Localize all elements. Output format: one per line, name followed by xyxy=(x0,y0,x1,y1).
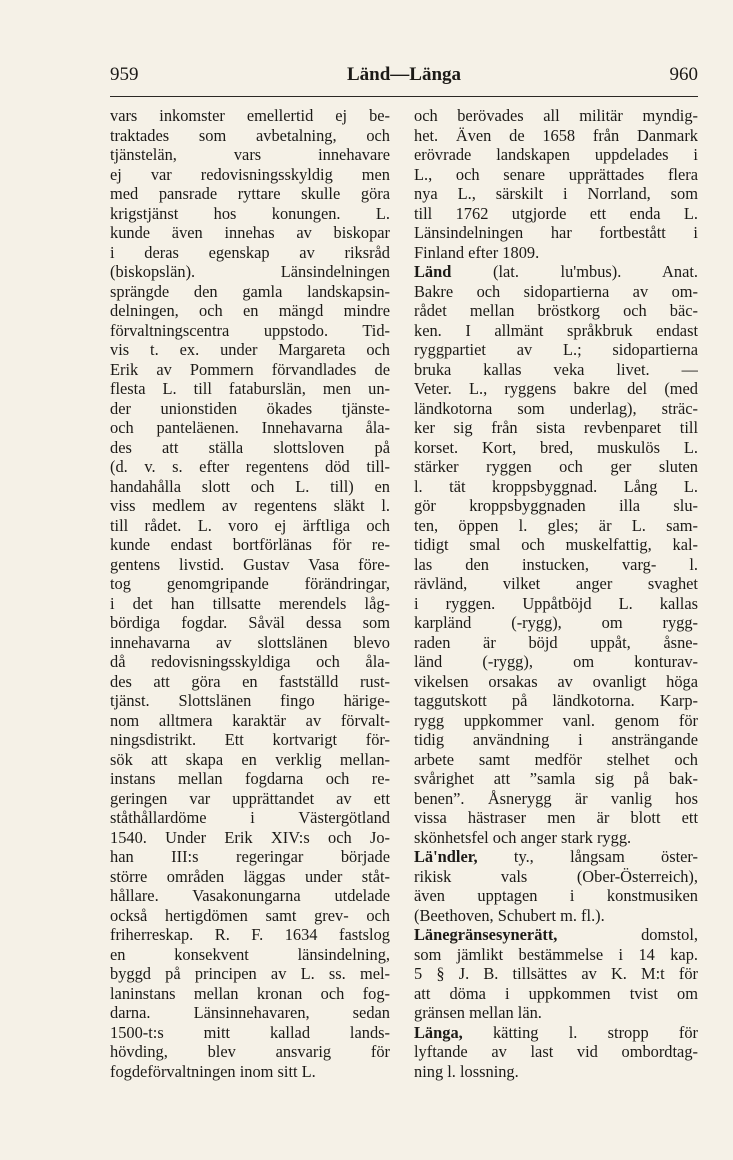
text-line: nom alltmera karaktär av förvalt- xyxy=(110,710,390,730)
text-line: rådet mellan bröstkorg och bäc- xyxy=(414,301,698,320)
headword: Lä'ndler, xyxy=(414,847,478,866)
page-title: Länd—Länga xyxy=(346,64,462,85)
text-line: kunde även innehas av biskopar xyxy=(110,223,390,242)
text-line: förvaltningscentra uppstodo. Tid- xyxy=(110,320,390,340)
text-line: svårighet att ”samla sig på bak- xyxy=(414,769,698,788)
text-line: (Beethoven, Schubert m. fl.). xyxy=(414,905,605,925)
text-line: stärker ryggen och ger sluten xyxy=(414,457,698,476)
text-line: i ryggen. Uppåtböjd L. kallas xyxy=(414,593,698,613)
text-line: med pansrade ryttare skulle göra xyxy=(110,184,390,203)
text-line: gentens livstid. Gustav Vasa före- xyxy=(110,554,390,574)
text-line: tog genomgripande förändringar, xyxy=(110,574,390,593)
text-line: arbete samt medför stelhet och xyxy=(414,749,698,769)
text-line: och berövades all militär myndig- xyxy=(414,106,698,125)
text-line: flesta L. till fataburslän, men un- xyxy=(110,379,390,398)
text-line: då redovisningsskyldiga och åla- xyxy=(110,652,390,671)
text-line: kunde endast bortförlänas för re- xyxy=(110,535,390,554)
text-line: nya L., särskilt i Norrland, som xyxy=(414,184,698,203)
text-line: även upptagen i konstmusiken xyxy=(414,886,698,905)
text-line: friherreskap. R. F. 1634 fastslog xyxy=(110,925,390,944)
text-line: ländkotorna som underlag), sträc- xyxy=(414,398,698,418)
text-line: till rådet. L. voro ej ärftliga och xyxy=(110,515,390,535)
text-line: ryggpartiet av L.; sidopartierna xyxy=(414,340,698,359)
text-line: sök att skapa en verklig mellan- xyxy=(110,749,390,769)
text-line: 1540. Under Erik XIV:s och Jo- xyxy=(110,827,390,847)
text-line: taggutskott på ländkotorna. Karp- xyxy=(414,691,698,710)
text-line: erövrade landskapen uppdelades i xyxy=(414,145,698,164)
text-line: ker sig från sista revbenparet till xyxy=(414,418,698,437)
text-line: ken. I allmänt språkbruk endast xyxy=(414,320,698,340)
page-number-right: 960 xyxy=(669,64,698,85)
text-line: vars inkomster emellertid ej be- xyxy=(110,106,390,125)
text-line: till 1762 utgjorde ett enda L. xyxy=(414,203,698,223)
text-line: han III:s regeringar började xyxy=(110,847,390,866)
text-line: skönhetsfel och anger stark rygg. xyxy=(414,827,632,847)
text-line: tjänstelän, vars innehavare xyxy=(110,145,390,164)
text-line: tidigt smal och muskelfattig, kal- xyxy=(414,535,698,554)
headword: Länga, xyxy=(414,1022,463,1042)
text-line: darna. Länsinnehavaren, sedan xyxy=(110,1003,390,1022)
text-line: delningen, och en mängd mindre xyxy=(110,301,390,320)
text-line: 5 § J. B. tillsättes av K. M:t för xyxy=(414,964,698,983)
text-line: ej var redovisningsskyldig men xyxy=(110,164,390,184)
text-line: rygg uppkommer vanl. genom för xyxy=(414,710,698,730)
text-line: hållare. Vasakonungarna utdelade xyxy=(110,886,390,905)
text-line: Erik av Pommern förvandlades de xyxy=(110,359,390,379)
text-line: Länegränsesynerätt, domstol, xyxy=(414,925,698,944)
text-line: laninstans mellan kronan och fog- xyxy=(110,983,390,1003)
headword: Länegränsesynerätt, xyxy=(414,925,558,944)
text-line: gränsen mellan län. xyxy=(414,1003,542,1022)
text-line: het. Även de 1658 från Danmark xyxy=(414,125,698,145)
text-line: L., och senare upprättades flera xyxy=(414,164,698,184)
text-line: i deras egenskap av riksråd xyxy=(110,242,390,262)
text-line: (biskopslän). Länsindelningen xyxy=(110,262,390,281)
text-line: bördiga fogdar. Såväl dessa som xyxy=(110,613,390,632)
text-line: en konsekvent länsindelning, xyxy=(110,944,390,964)
text-line: benen”. Åsnerygg är vanlig hos xyxy=(414,788,698,808)
text-line: byggd på principen av L. ss. mel- xyxy=(110,964,390,983)
text-line: handahålla slott och L. till) en xyxy=(110,476,390,496)
text-line: större områden läggas under ståt- xyxy=(110,866,390,886)
header-rule xyxy=(110,96,698,97)
text-line: ning l. lossning. xyxy=(414,1061,519,1081)
left-column xyxy=(110,106,390,1081)
text-line: krigstjänst hos konungen. L. xyxy=(110,203,390,223)
text-line: (d. v. s. efter regentens död till- xyxy=(110,457,390,476)
running-header xyxy=(110,62,698,92)
text-line: tidig användning i ansträngande xyxy=(414,730,698,749)
text-line: Länd (lat. lu'mbus). Anat. xyxy=(414,262,698,281)
text-line: länd (-rygg), om konturav- xyxy=(414,652,698,671)
text-line: vikelsen orsakas av ovanligt höga xyxy=(414,671,698,691)
text-line: bruka kallas veka livet. — xyxy=(414,359,698,379)
text-line: gör kroppsbyggnaden illa slu- xyxy=(414,496,698,515)
text-line: las den instucken, varg- l. xyxy=(414,554,698,574)
text-line: Bakre och sidopartierna av om- xyxy=(414,281,698,301)
text-line: geringen var upprättandet av ett xyxy=(110,788,390,808)
page-number-left: 959 xyxy=(110,64,139,85)
text-line: Länga, kätting l. stropp för xyxy=(414,1022,698,1042)
text-line: raden är böjd uppåt, åsne- xyxy=(414,632,698,652)
text-line: att döma i uppkommen tvist om xyxy=(414,983,698,1003)
text-line: lyftande av last vid ombordtag- xyxy=(414,1042,698,1061)
text-line: vissa hästraser men är blott ett xyxy=(414,808,698,827)
text-line: traktades som avbetalning, och xyxy=(110,125,390,145)
text-line: sprängde den gamla landskapsin- xyxy=(110,281,390,301)
text-line: fogdeförvaltningen inom sitt L. xyxy=(110,1061,316,1081)
text-line: hövding, blev ansvarig för xyxy=(110,1042,390,1061)
text-line: innehavarna av slottslänen blevo xyxy=(110,632,390,652)
text-line: 1500-t:s mitt kallad lands- xyxy=(110,1022,390,1042)
text-line: ten, öppen l. gles; är L. sam- xyxy=(414,515,698,535)
text-line: och panteläenen. Innehavarna åla- xyxy=(110,418,390,437)
text-line: korset. Kort, bred, muskulös L. xyxy=(414,437,698,457)
text-line: des att ställa slottsloven på xyxy=(110,437,390,457)
text-line: instans mellan fogdarna och re- xyxy=(110,769,390,788)
text-line: också hertigdömen samt grev- och xyxy=(110,905,390,925)
text-line: der unionstiden ökades tjänste- xyxy=(110,398,390,418)
text-line: i det han tillsatte merendels låg- xyxy=(110,593,390,613)
text-line: rikisk vals (Ober-Österreich), xyxy=(414,866,698,886)
text-line: karpländ (-rygg), om rygg- xyxy=(414,613,698,632)
text-line: Veter. L., ryggens bakre del (med xyxy=(414,379,698,398)
text-line: som jämlikt bestämmelse i 14 kap. xyxy=(414,944,698,964)
text-line: viss medlem av regentens släkt l. xyxy=(110,496,390,515)
text-line: Finland efter 1809. xyxy=(414,242,540,262)
headword: Länd xyxy=(414,262,452,281)
text-line: vis t. ex. under Margareta och xyxy=(110,340,390,359)
right-column xyxy=(414,106,698,1081)
text-line: Länsindelningen har fortbestått i xyxy=(414,223,698,242)
text-line: tjänst. Slottslänen fingo härige- xyxy=(110,691,390,710)
text-line: des att göra en fastställd rust- xyxy=(110,671,390,691)
text-line: ningsdistrikt. Ett kortvarigt för- xyxy=(110,730,390,749)
text-line: rävländ, vilket anger svaghet xyxy=(414,574,698,593)
text-line: l. tät kroppsbyggnad. Lång L. xyxy=(414,476,698,496)
text-line: ståthållardöme i Västergötland xyxy=(110,808,390,827)
text-line: Lä'ndler, ty., långsam öster- xyxy=(414,847,698,866)
